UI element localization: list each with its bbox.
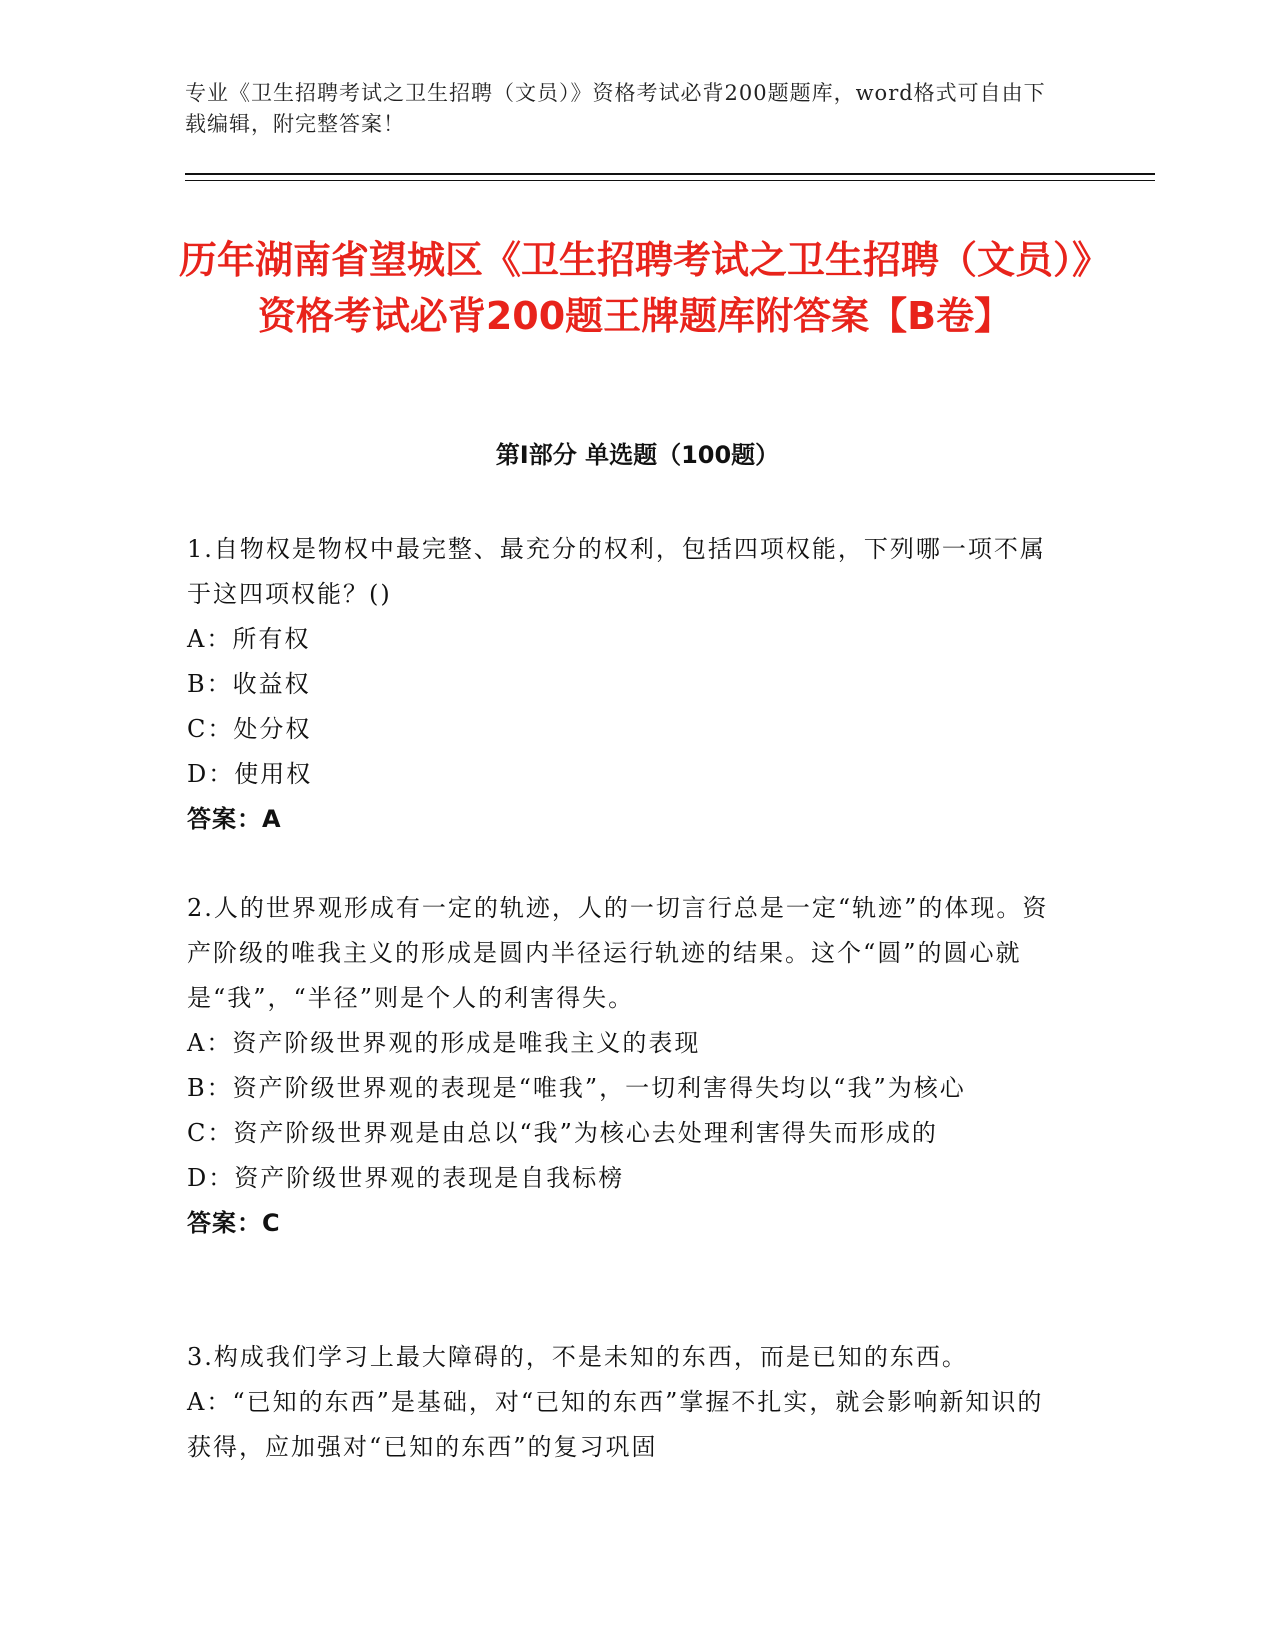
header-divider-thin: [185, 180, 1155, 181]
question-block-1: [187, 527, 1067, 842]
option-c: C：资产阶级世界观是由总以“我”为核心去处理利害得失而形成的: [187, 1119, 938, 1147]
header-note: 专业《卫生招聘考试之卫生招聘（文员）》资格考试必背200题题库，word格式可自由下载编辑，附完整答案！: [185, 81, 1046, 136]
option-c: C：处分权: [187, 715, 312, 743]
question-block-3: [187, 1335, 1067, 1470]
option-a: A：资产阶级世界观的形成是唯我主义的表现: [187, 1029, 701, 1057]
option-b: B：收益权: [187, 670, 311, 698]
question-stem: 1.自物权是物权中最完整、最充分的权利，包括四项权能，下列哪一项不属于这四项权能？(): [187, 535, 1046, 608]
answer-line: 答案：C: [187, 1209, 281, 1237]
header-divider-thick: [185, 173, 1155, 175]
option-d: D：使用权: [187, 760, 313, 788]
question-stem: 2.人的世界观形成有一定的轨迹，人的一切言行总是一定“轨迹”的体现。资产阶级的唯我主义的形成是圆内半径运行轨迹的结果。这个“圆”的圆心就是“我”，“半径”则是个人的利害得失。: [187, 894, 1049, 1012]
option-b: B：资产阶级世界观的表现是“唯我”，一切利害得失均以“我”为核心: [187, 1074, 966, 1102]
option-a: A：所有权: [187, 625, 311, 653]
answer-line: 答案：A: [187, 805, 282, 833]
question-block-2: [187, 886, 1067, 1246]
section-title: 第I部分 单选题（100题）: [495, 441, 780, 469]
option-a: A：“已知的东西”是基础，对“已知的东西”掌握不扎实，就会影响新知识的获得，应加强对“已知的东西”的复习巩固: [187, 1388, 1044, 1461]
option-d: D：资产阶级世界观的表现是自我标榜: [187, 1164, 625, 1192]
question-stem: 3.构成我们学习上最大障碍的，不是未知的东西，而是已知的东西。: [187, 1343, 968, 1371]
document-title: 历年湖南省望城区《卫生招聘考试之卫生招聘（文员）》资格考试必背200题王牌题库附答案【B卷】: [178, 238, 1091, 338]
